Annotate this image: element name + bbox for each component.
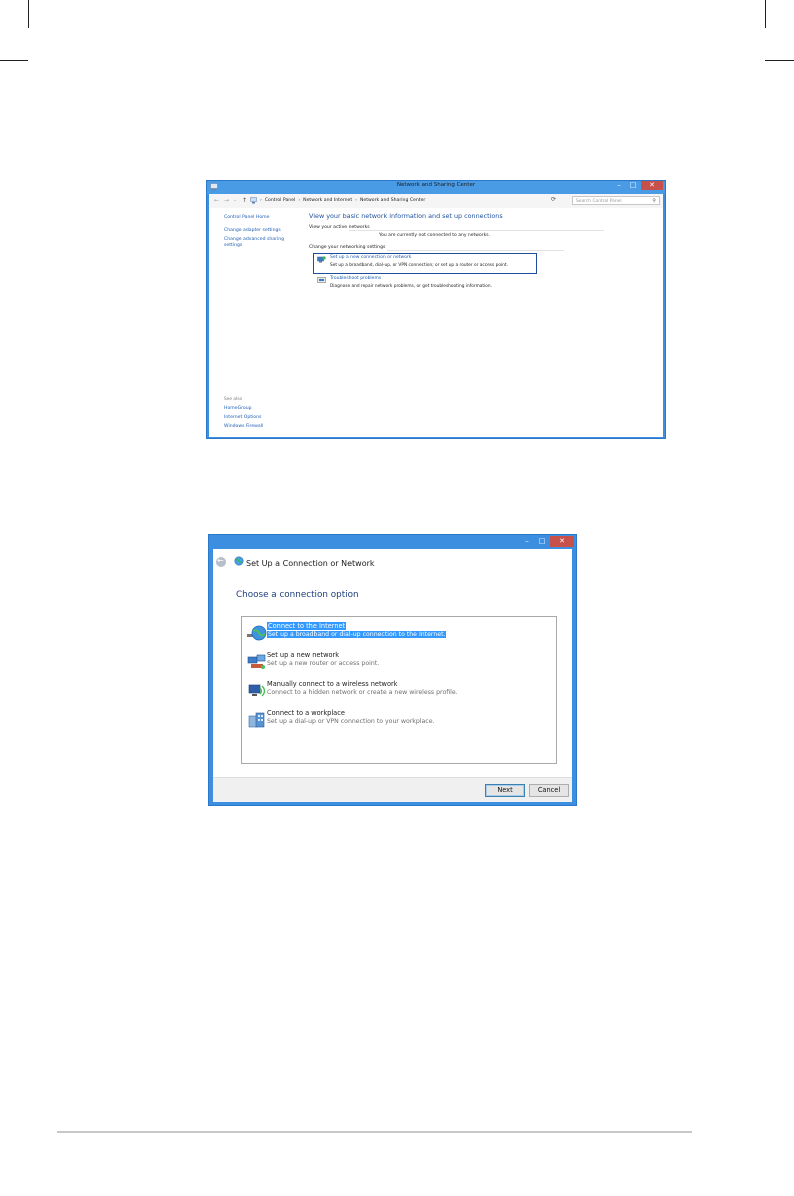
option-desc: Set up a broadband or dial-up connection to the Internet.	[268, 631, 446, 638]
wireless-network-icon	[247, 682, 267, 700]
internet-globe-icon	[247, 624, 267, 642]
setup-connection-desc: Set up a broadband, dial-up, or VPN connection; or set up a router or access point.	[330, 263, 508, 268]
crop-mark-top-right	[765, 60, 794, 61]
search-input[interactable]	[572, 196, 660, 205]
breadcrumb-network-internet[interactable]: Network and Internet	[303, 198, 353, 203]
search-icon[interactable]: ⚲	[652, 198, 656, 204]
divider	[387, 250, 564, 251]
minimize-button[interactable]: –	[617, 181, 621, 189]
breadcrumb-control-panel[interactable]: Control Panel	[264, 198, 296, 203]
option-title: Connect to a workplace	[267, 709, 345, 717]
page-footer-rule	[57, 1131, 692, 1133]
see-also-label: See also	[224, 397, 243, 402]
active-networks-label: View your active networks	[309, 225, 370, 230]
window-title: Network and Sharing Center	[396, 182, 476, 188]
sidebar-item-firewall[interactable]: Windows Firewall	[224, 424, 264, 429]
option-desc: Connect to a hidden network or create a new wireless profile.	[267, 689, 458, 696]
divider	[349, 230, 604, 231]
next-button[interactable]: Next	[485, 784, 525, 797]
option-title: Set up a new network	[267, 651, 340, 659]
network-sharing-center-window	[206, 180, 666, 439]
sidebar-item-home[interactable]: Control Panel Home	[224, 215, 270, 220]
list-item-wireless[interactable]	[244, 678, 554, 704]
page-title: View your basic network information and set up connections	[309, 212, 503, 220]
back-button[interactable]	[216, 557, 226, 567]
refresh-icon[interactable]: ⟳	[551, 196, 557, 203]
up-arrow-icon[interactable]: ↑	[242, 197, 248, 204]
control-panel-icon	[250, 197, 257, 204]
troubleshoot-icon	[317, 277, 326, 284]
setup-connection-dialog	[208, 534, 577, 806]
sidebar	[209, 208, 302, 437]
breadcrumb[interactable]: › Control Panel › Network and Internet › Network and Sharing Center	[260, 198, 426, 203]
sidebar-item-internet-options[interactable]: Internet Options	[224, 415, 262, 420]
troubleshoot-link[interactable]: Troubleshoot problems	[330, 276, 382, 281]
address-bar	[209, 194, 663, 208]
title-bar	[209, 535, 576, 549]
network-globe-icon	[234, 556, 244, 566]
back-arrow-icon: ←	[217, 556, 224, 565]
dialog-footer	[213, 777, 572, 802]
crop-mark-top-left-v	[28, 0, 29, 28]
crop-mark-top-left	[0, 60, 28, 61]
cancel-button[interactable]: Cancel	[529, 784, 569, 797]
new-connection-icon	[317, 256, 326, 263]
option-desc: Set up a dial-up or VPN connection to your workplace.	[267, 718, 435, 725]
recent-dropdown-icon[interactable]: ⌄	[233, 197, 238, 203]
close-button[interactable]: ✕	[550, 536, 574, 547]
window-title: Set Up a Connection or Network	[246, 559, 375, 568]
dialog-body	[213, 549, 572, 801]
option-title: Manually connect to a wireless network	[267, 680, 398, 688]
close-button[interactable]: ✕	[641, 181, 663, 190]
list-item-connect-internet[interactable]	[244, 620, 554, 646]
option-title: Connect to the Internet	[268, 622, 346, 630]
back-arrow-icon[interactable]: ←	[214, 197, 220, 204]
sidebar-item-homegroup[interactable]: HomeGroup	[224, 406, 252, 411]
connection-options-list	[241, 616, 557, 764]
title-bar	[207, 181, 665, 194]
crop-mark-top-right-v	[765, 0, 766, 28]
minimize-button[interactable]: –	[525, 537, 529, 545]
sidebar-item-sharing[interactable]: Change advanced sharing settings	[224, 237, 285, 248]
forward-arrow-icon[interactable]: →	[224, 197, 230, 204]
list-item-workplace[interactable]	[244, 707, 554, 733]
search-placeholder: Search Control Panel	[576, 199, 622, 204]
breadcrumb-sharing-center[interactable]: Network and Sharing Center	[359, 198, 426, 203]
setup-connection-link[interactable]: Set up a new connection or network	[330, 255, 412, 260]
router-icon	[247, 653, 267, 671]
option-desc: Set up a new router or access point.	[267, 660, 380, 667]
main-content	[209, 208, 663, 437]
troubleshoot-desc: Diagnose and repair network problems, or get troubleshooting information.	[330, 284, 493, 289]
maximize-button[interactable]: □	[629, 181, 637, 189]
page-title: Choose a connection option	[236, 590, 359, 600]
sidebar-item-adapter[interactable]: Change adapter settings	[224, 228, 281, 233]
change-settings-label: Change your networking settings	[309, 245, 386, 250]
workplace-building-icon	[247, 711, 267, 729]
connection-status: You are currently not connected to any networks.	[379, 233, 490, 238]
maximize-button[interactable]: □	[538, 537, 546, 545]
list-item-new-network[interactable]	[244, 649, 554, 675]
